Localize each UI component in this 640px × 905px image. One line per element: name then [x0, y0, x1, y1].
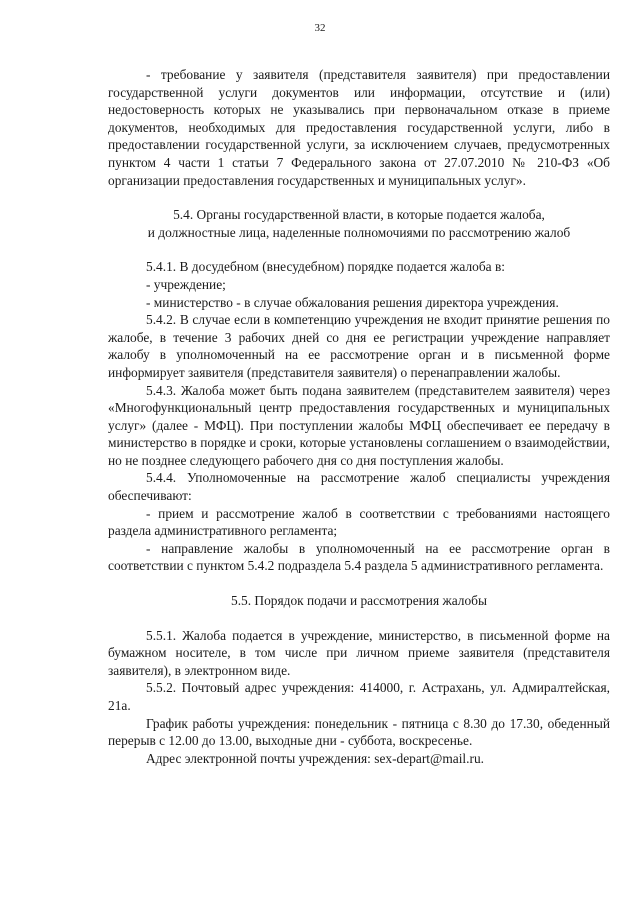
paragraph-email-address: Адрес электронной почты учреждения: sex-depart@mail.ru. [146, 750, 484, 766]
list-item-ministry: - министерство - в случае обжалования решения директора учреждения. [146, 294, 559, 310]
paragraph-5-4-2: 5.4.2. В случае если в компетенцию учреждения не входит принятие решения по жалобе, в течение 3 рабочих дней со дня ее регистрации учреждение направляет жалобу в уполномоченный на ее рассмотрение орган и в письменной форме информирует заявителя (представителя заявителя) о перенаправлении жалобы. [108, 312, 610, 380]
section-heading-5-4-line2: и должностные лица, наделенные полномочиями по рассмотрению жалоб [147, 224, 571, 240]
paragraph-5-5-1: 5.5.1. Жалоба подается в учреждение, министерство, в письменной форме на бумажном носителе, в том числе при личном приеме заявителя (представителя заявителя), в электронном виде. [108, 627, 610, 678]
paragraph-5-5-2: 5.5.2. Почтовый адрес учреждения: 414000, г. Астрахань, ул. Адмиралтейская, 21а. [108, 680, 610, 713]
list-item-forwarding: - направление жалобы в уполномоченный на ее рассмотрение орган в соответствии с пунктом 5.4.2 подраздела 5.4 раздела 5 административного регламента. [108, 540, 610, 574]
paragraph-5-4-1: 5.4.1. В досудебном (внесудебном) порядке подается жалоба в: [146, 259, 505, 275]
paragraph-requirement: - требование у заявителя (представителя заявителя) при предоставлении государственной услуги документов или информации, отсутствие и (или) недостоверность которых не указывались при первоначальном отказе в приеме документов, необходимых для предоставления государственной услуги, либо в предоставлении государственной услуги, за исключением случаев, предусмотренных пунктом 4 части 1 статьи 7 Федерального закона от 27.07.2010 № 210-ФЗ «Об организации предоставления государственных и муниципальных услуг». [108, 67, 610, 188]
page-number: 32 [314, 22, 326, 34]
paragraph-5-4-4: 5.4.4. Уполномоченные на рассмотрение жалоб специалисты учреждения обеспечивают: [108, 470, 610, 504]
section-heading-5-4-line1: 5.4. Органы государственной власти, в которые подается жалоба, [173, 207, 545, 223]
section-heading-5-4 [108, 206, 610, 241]
list-item-reception: - прием и рассмотрение жалоб в соответствии с требованиями настоящего раздела административного регламента; [108, 505, 610, 539]
section-heading-5-5 [108, 592, 610, 610]
list-item-institution: - учреждение; [146, 276, 226, 292]
document-body [108, 66, 610, 767]
paragraph-work-schedule: График работы учреждения: понедельник - пятница с 8.30 до 17.30, обеденный перерыв с 12.00 до 13.00, выходные дни - суббота, воскресенье. [108, 715, 610, 749]
section-heading-5-5-line: 5.5. Порядок подачи и рассмотрения жалобы [231, 593, 487, 609]
paragraph-5-4-3: 5.4.3. Жалоба может быть подана заявителем (представителем заявителя) через «Многофункциональный центр предоставления государственных и муниципальных услуг» (далее - МФЦ). При поступлении жалобы МФЦ обеспечивает ее передачу в министерство в порядке и сроки, которые установлены соглашением о взаимодействии, но не позднее следующего рабочего дня со дня поступления жалобы. [108, 382, 610, 468]
